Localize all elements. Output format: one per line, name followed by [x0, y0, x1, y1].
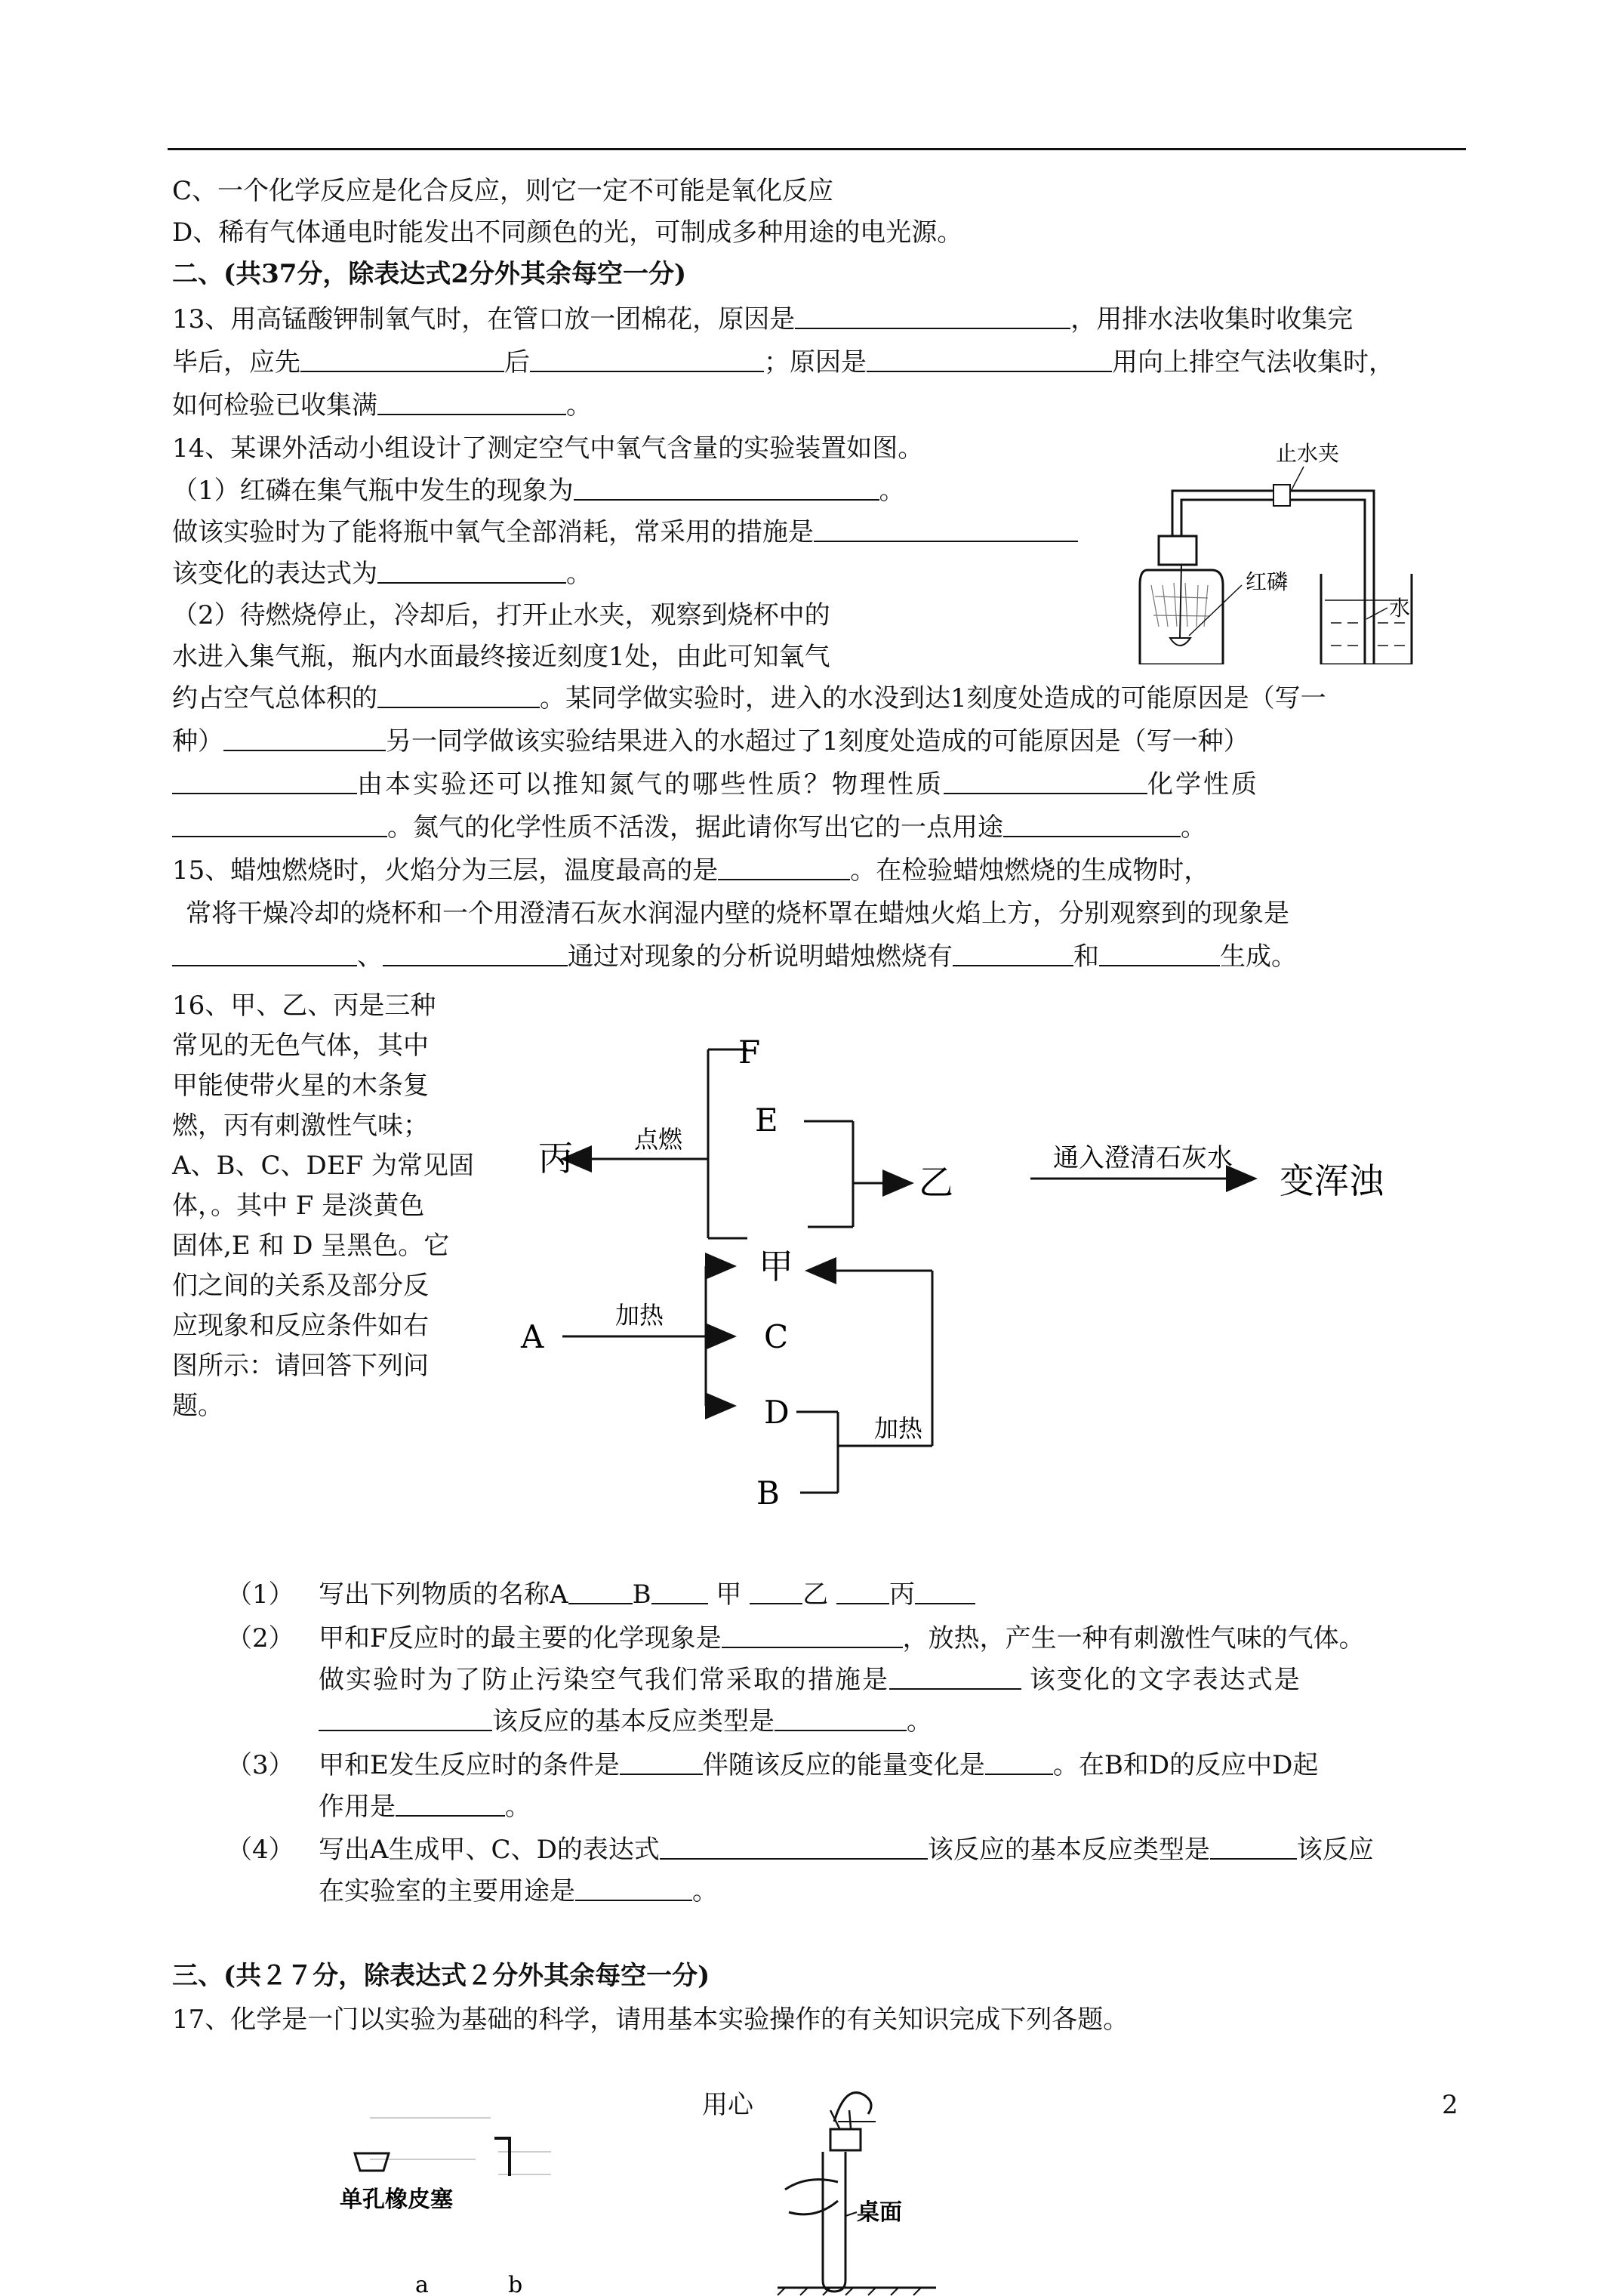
blank[interactable]	[944, 770, 1147, 794]
blank[interactable]	[223, 727, 386, 751]
heat-label-b: 加热	[874, 1414, 923, 1443]
sub2-line2: 做实验时为了防止污染空气我们常采取的措施是 该变化的文字表达式是	[319, 1665, 1301, 1695]
sub3-line2: 作用是 。	[319, 1792, 531, 1822]
blank[interactable]	[620, 1751, 703, 1775]
node-f: F	[738, 1034, 761, 1071]
blank[interactable]	[985, 1751, 1053, 1775]
blank[interactable]	[1003, 813, 1181, 837]
header-rule	[168, 148, 1466, 150]
blank[interactable]	[383, 942, 568, 966]
q14-part1: （1）红磷在集气瓶中发生的现象为 。	[172, 476, 905, 506]
sub4-line1: 写出A生成甲、C、D的表达式 该反应的基本反应类型是 该反应	[319, 1835, 1374, 1865]
node-bing: 丙	[538, 1138, 573, 1179]
limewater-label: 通入澄清石灰水	[1053, 1143, 1233, 1173]
node-c: C	[764, 1318, 789, 1355]
q14-line7: 种） 另一同学做该实验结果进入的水超过了1刻度处造成的可能原因是（写一种）	[172, 726, 1249, 757]
q13-line3: 如何检验已收集满 。	[172, 390, 592, 421]
blank[interactable]	[1210, 1835, 1297, 1860]
test-tube-desk-figure	[762, 2069, 959, 2296]
reaction-relationship-diagram	[498, 1023, 1442, 1521]
q16-text-10: 图所示：请回答下列问	[172, 1351, 429, 1381]
section-2-heading: 二、(共37分，除表达式2分外其余每空一分)	[172, 259, 687, 289]
turbid-label: 变浑浊	[1280, 1160, 1384, 1201]
blank[interactable]	[319, 1707, 492, 1731]
blank[interactable]	[836, 1580, 889, 1604]
node-yi: 乙	[919, 1162, 953, 1203]
sub4-line2: 在实验室的主要用途是 。	[319, 1876, 718, 1906]
blank[interactable]	[750, 1580, 802, 1604]
blank[interactable]	[660, 1835, 928, 1860]
stopper-label: 单孔橡皮塞	[340, 2187, 453, 2213]
blank[interactable]	[775, 1707, 907, 1731]
desk-label: 桌面	[857, 2199, 902, 2226]
node-d: D	[764, 1394, 790, 1431]
blank[interactable]	[568, 1580, 633, 1604]
blank[interactable]	[172, 770, 357, 794]
q16-text-11: 题。	[172, 1391, 223, 1421]
blank[interactable]	[722, 1624, 903, 1648]
blank[interactable]	[867, 348, 1112, 372]
option-c: C、一个化学反应是化合反应，则它一定不可能是氧化反应	[172, 176, 834, 206]
q14-part2: （2）待燃烧停止，冷却后，打开止水夹，观察到烧杯中的	[172, 600, 830, 630]
q16-text-5: A、B、C、DEF 为常见固	[172, 1151, 475, 1181]
q16-text-2: 常见的无色气体，其中	[172, 1031, 429, 1061]
q15-line2: 常将干燥冷却的烧杯和一个用澄清石灰水润湿内壁的烧杯罩在蜡烛火焰上方，分别观察到的现象是	[186, 898, 1289, 929]
phosphorus-label: 红磷	[1246, 569, 1289, 594]
blank[interactable]	[574, 476, 879, 501]
q14-line2: 做该实验时为了能将瓶中氧气全部消耗，常采用的措施是	[172, 517, 1078, 547]
q16-text-4: 燃，丙有刺激性气味；	[172, 1111, 429, 1141]
q13-line1: 13、用高锰酸钾制氧气时，在管口放一团棉花，原因是 ，用排水法收集时收集完	[172, 304, 1354, 334]
water-label: 水	[1389, 596, 1411, 621]
node-b: B	[756, 1475, 780, 1512]
q14-line3: 该变化的表达式为 。	[172, 559, 592, 589]
q16-text-6: 体，。其中 F 是淡黄色	[172, 1191, 425, 1221]
q14-line6: 约占空气总体积的 。某同学做实验时，进入的水没到达1刻度处造成的可能原因是（写一	[172, 683, 1326, 713]
q13-line2: 毕后，应先 后 ；原因是 用向上排空气法收集时，	[172, 347, 1394, 378]
option-d: D、稀有气体通电时能发出不同颜色的光，可制成多种用途的电光源。	[172, 217, 963, 248]
blank[interactable]	[377, 391, 566, 415]
sub3-number: （3）	[226, 1750, 294, 1780]
blank[interactable]	[377, 684, 540, 708]
blank[interactable]	[889, 1666, 1021, 1690]
sub2-line1: 甲和F反应时的最主要的化学现象是 ，放热，产生一种有刺激性气味的气体。	[319, 1623, 1365, 1653]
sub3-line1: 甲和E发生反应时的条件是 伴随该反应的能量变化是 。在B和D的反应中D起	[319, 1750, 1319, 1780]
q14-line9: 。氮气的化学性质不活泼，据此请你写出它的一点用途 。	[172, 812, 1206, 843]
section-3-heading: 三、(共２７分，除表达式２分外其余每空一分)	[172, 1961, 710, 1991]
node-e: E	[755, 1102, 778, 1139]
sub2-line3: 该反应的基本反应类型是 。	[319, 1706, 932, 1737]
sub1-line: 写出下列物质的名称A B 甲 乙 丙	[319, 1579, 975, 1610]
blank[interactable]	[575, 1877, 692, 1901]
heat-label-a: 加热	[615, 1301, 664, 1330]
ignite-label: 点燃	[634, 1125, 683, 1154]
q16-text-9: 应现象和反应条件如右	[172, 1311, 429, 1341]
node-a: A	[521, 1318, 544, 1355]
q14-line8: 由本实验还可以推知氮气的哪些性质？物理性质 化学性质	[172, 769, 1259, 800]
blank[interactable]	[953, 942, 1073, 966]
q15-line1: 15、蜡烛燃烧时，火焰分为三层，温度最高的是 。在检验蜡烛燃烧的生成物时，	[172, 855, 1210, 886]
blank[interactable]	[377, 559, 566, 584]
blank[interactable]	[300, 348, 504, 372]
blank[interactable]	[396, 1792, 505, 1817]
blank[interactable]	[915, 1580, 975, 1604]
page-number: 2	[1442, 2090, 1458, 2120]
oxygen-measurement-apparatus-figure	[1129, 438, 1438, 664]
sub1-number: （1）	[226, 1579, 294, 1610]
label-a: a	[415, 2272, 429, 2296]
node-jia: 甲	[759, 1246, 793, 1287]
sub4-number: （4）	[226, 1835, 294, 1865]
stopper-and-tube-figure	[325, 2106, 574, 2296]
blank[interactable]	[172, 813, 387, 837]
q15-line3: 、 通过对现象的分析说明蜡烛燃烧有 和 生成。	[172, 942, 1297, 972]
q16-text-7: 固体,E 和 D 呈黑色。它	[172, 1231, 450, 1261]
blank[interactable]	[651, 1580, 708, 1604]
sub2-number: （2）	[226, 1623, 294, 1653]
blank[interactable]	[814, 518, 1078, 542]
blank[interactable]	[1099, 942, 1220, 966]
footer-text: 用心	[702, 2090, 753, 2120]
blank[interactable]	[718, 856, 850, 880]
label-b: b	[508, 2272, 523, 2296]
q14-intro: 14、某课外活动小组设计了测定空气中氧气含量的实验装置如图。	[172, 433, 924, 464]
blank[interactable]	[530, 348, 764, 372]
blank[interactable]	[172, 942, 357, 966]
q16-text-3: 甲能使带火星的木条复	[172, 1071, 429, 1101]
q17-intro: 17、化学是一门以实验为基础的科学，请用基本实验操作的有关知识完成下列各题。	[172, 2005, 1129, 2035]
clamp-label: 止水夹	[1276, 441, 1340, 466]
q16-text-8: 们之间的关系及部分反	[172, 1271, 429, 1301]
blank[interactable]	[795, 305, 1070, 329]
q16-text-1: 16、甲、乙、丙是三种	[172, 991, 436, 1021]
q14-line5: 水进入集气瓶，瓶内水面最终接近刻度1处，由此可知氧气	[172, 642, 830, 672]
